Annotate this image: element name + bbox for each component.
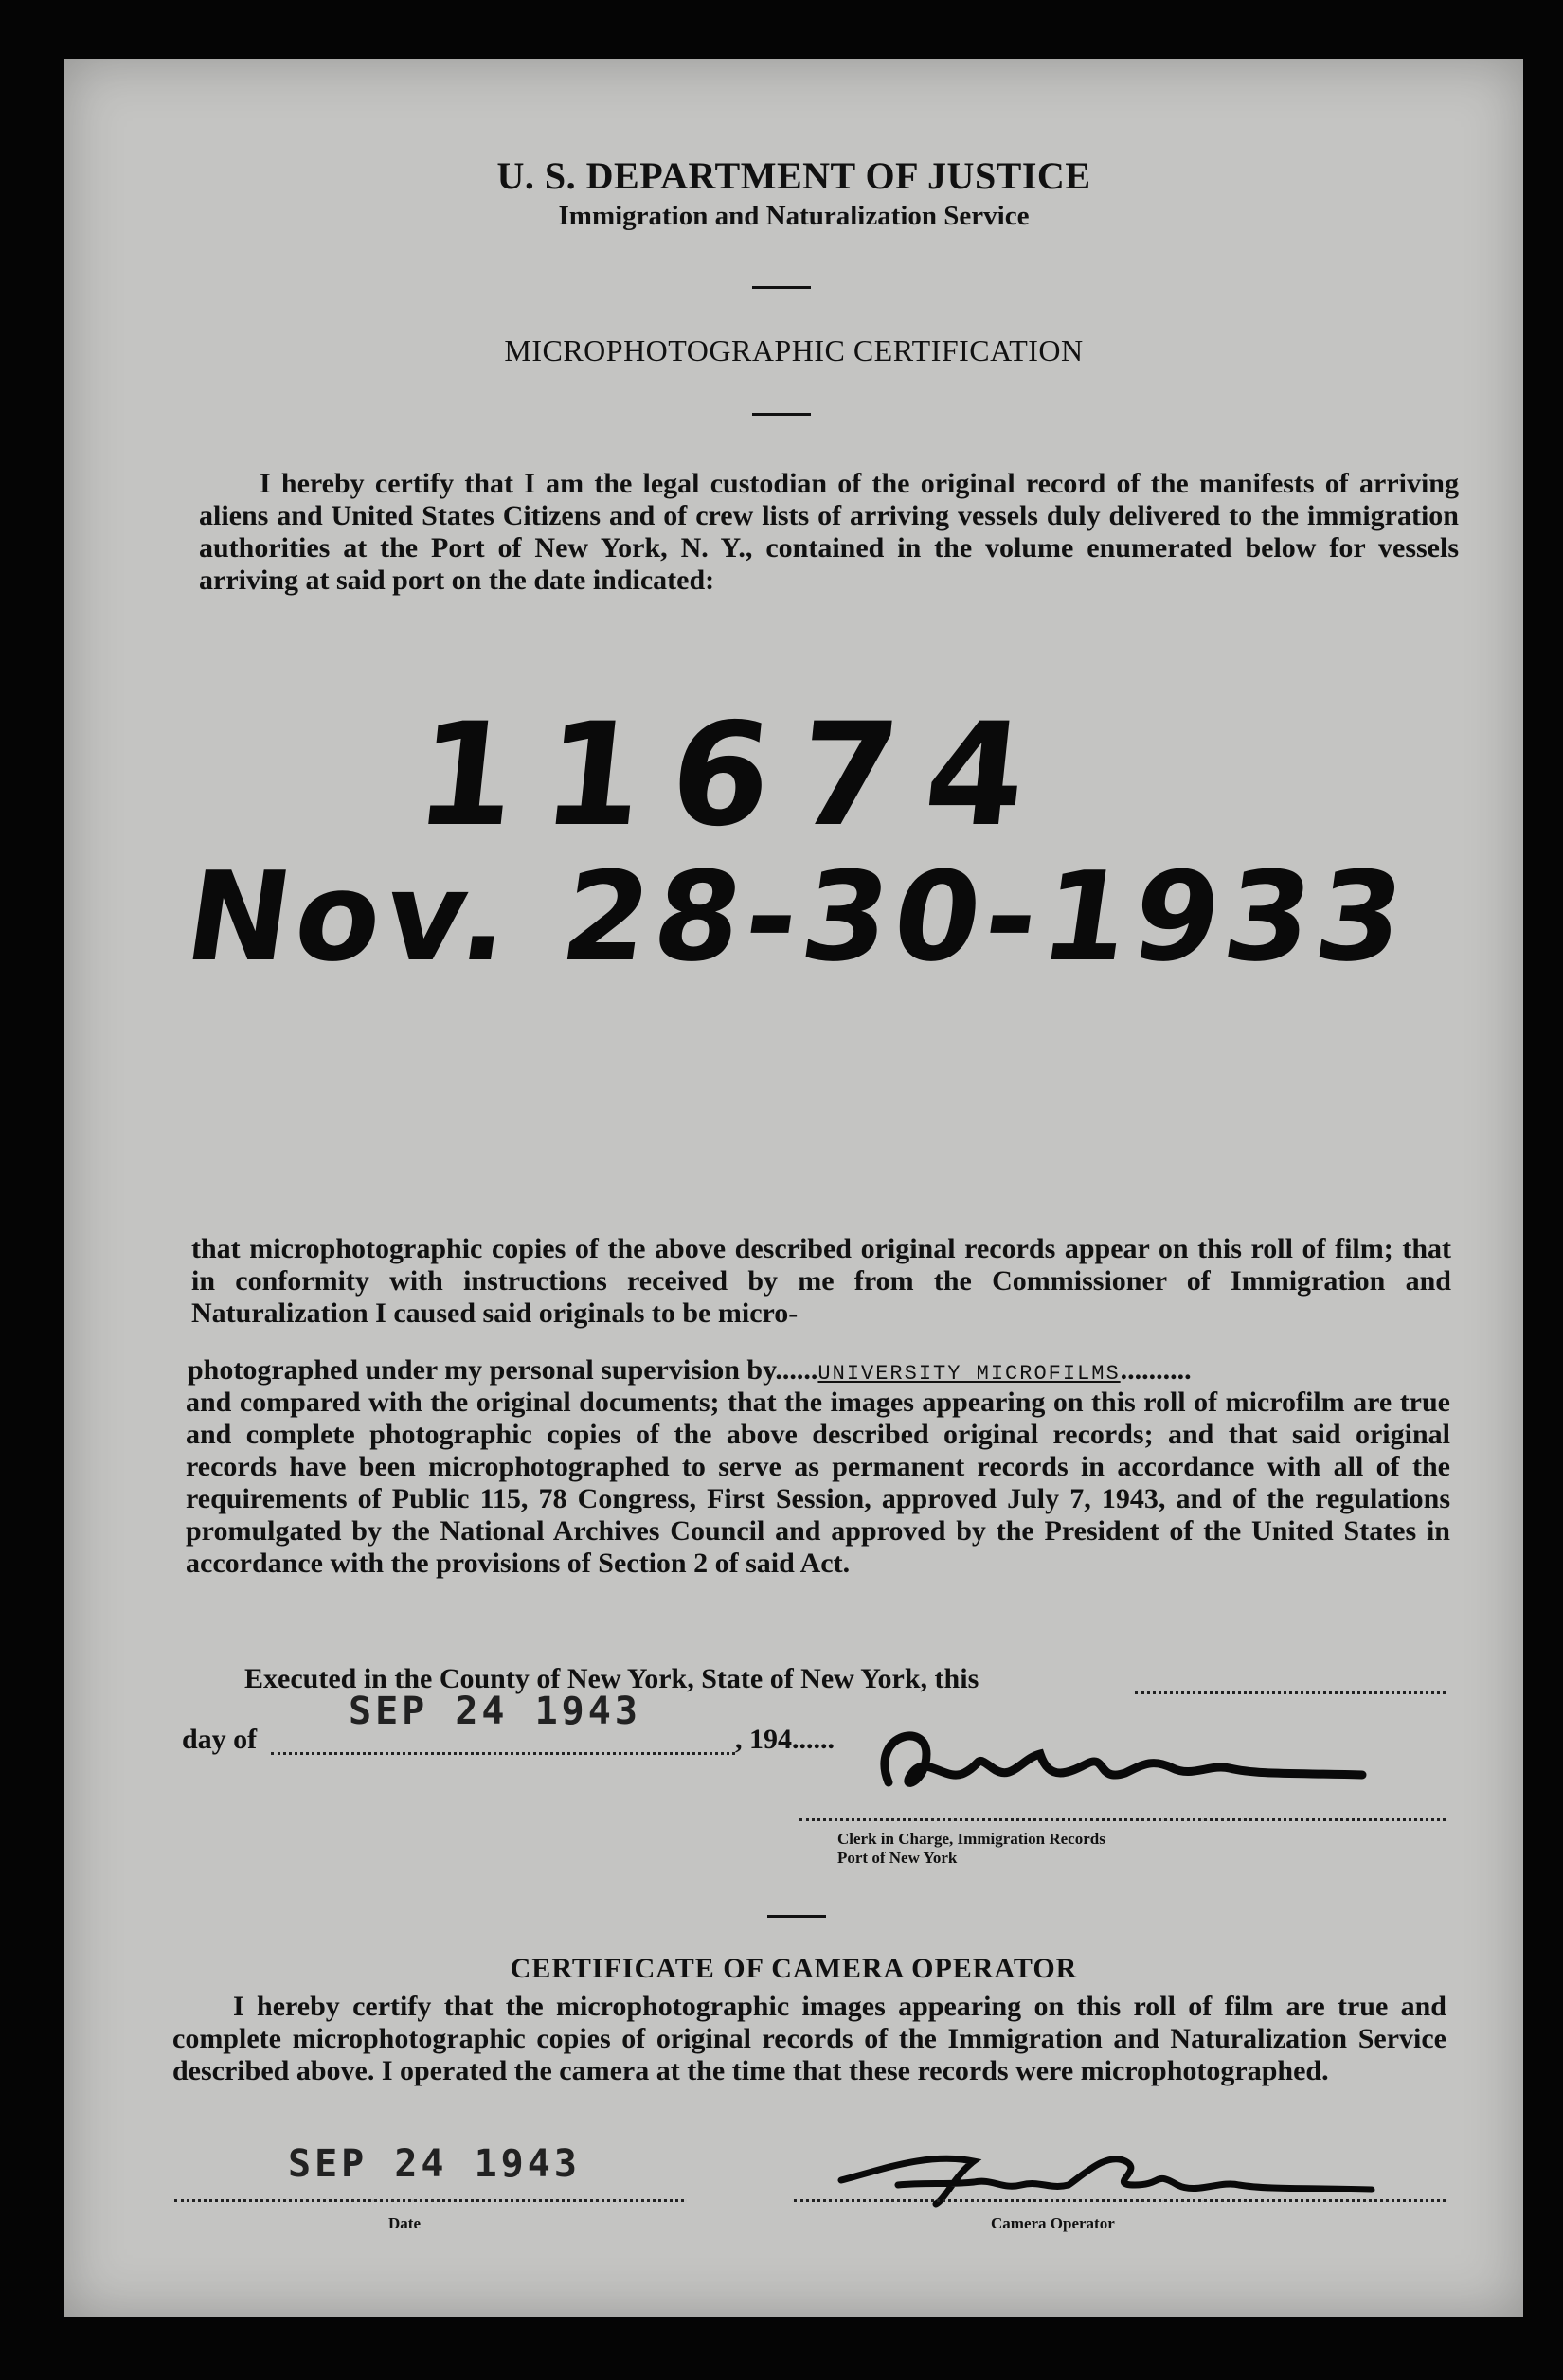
clerk-title-1: Clerk in Charge, Immigration Records [837, 1830, 1105, 1848]
date-label: Date [388, 2214, 421, 2232]
intro-paragraph: I hereby certify that I am the legal custodian of the original record of the manifests of arriving aliens and United States Citizens and of crew lists of arriving vessels duly delivered to the immigration authorities at the Port of New York, N. Y., contained in the volume enumerated below for vessels arriving at said port on the date indicated: [199, 468, 1459, 596]
camera-certificate-text: I hereby certify that the microphotographic images appearing on this roll of film are true and complete microphotographic copies of original records of the Immigration and Naturalization Service described above. I operated the camera at the time that these records were microphotographed. [172, 1991, 1446, 2086]
handwritten-volume-number: 11674 [407, 693, 1063, 858]
photographed-by-line: photographed under my personal supervision by......UNIVERSITY MICROFILMS.......... [188, 1354, 1192, 1386]
divider [752, 286, 811, 289]
divider [767, 1915, 826, 1918]
certification-title: MICROPHOTOGRAPHIC CERTIFICATION [504, 333, 1084, 367]
day-of-label: day of [182, 1724, 258, 1755]
camera-operator-line [794, 2199, 1446, 2202]
camera-operator-signature [822, 2133, 1381, 2218]
body-paragraph-part1: that microphotographic copies of the above described original records appear on this roll of film; that in conformity with instructions received by me from the Commissioner of Immigration and Naturalization I caused said originals to be micro- [191, 1233, 1451, 1329]
clerk-title-2: Port of New York [837, 1849, 958, 1867]
camera-date-stamp: SEP 24 1943 [288, 2142, 581, 2186]
clerk-signature-line [799, 1818, 1446, 1821]
date-line [174, 2199, 684, 2202]
camera-certificate-title: CERTIFICATE OF CAMERA OPERATOR [510, 1953, 1078, 1984]
body-paragraph-part2: and compared with the original documents; that the images appearing on this roll of microfilm are true and complete photographic copies of the above described original records; and that said original records have been microphotographed to serve as permanent records in accordance with all of the requirements of Public 115, 78 Congress, First Session, approved July 7, 1943, and of the regulations promulgated by the National Archives Council and approved by the President of the United States in accordance with the provisions of Section 2 of said Act. [186, 1387, 1450, 1579]
handwritten-dates: Nov. 28-30-1933 [177, 845, 1419, 989]
year-prefix: , 194...... [735, 1724, 835, 1755]
photographed-by-text: photographed under my personal supervision by...... [188, 1354, 818, 1386]
photographer-name: UNIVERSITY MICROFILMS [817, 1362, 1121, 1386]
department-heading: U. S. DEPARTMENT OF JUSTICE [496, 154, 1091, 197]
executed-line: Executed in the County of New York, State of New York, this [244, 1663, 979, 1694]
service-subheading: Immigration and Naturalization Service [558, 201, 1030, 231]
divider [752, 413, 811, 416]
clerk-signature [860, 1716, 1372, 1820]
executed-blank [1135, 1691, 1446, 1694]
certificate-sheet [64, 59, 1523, 2317]
day-of-blank [271, 1752, 735, 1755]
date-stamp: SEP 24 1943 [349, 1690, 641, 1733]
camera-operator-label: Camera Operator [991, 2214, 1115, 2232]
